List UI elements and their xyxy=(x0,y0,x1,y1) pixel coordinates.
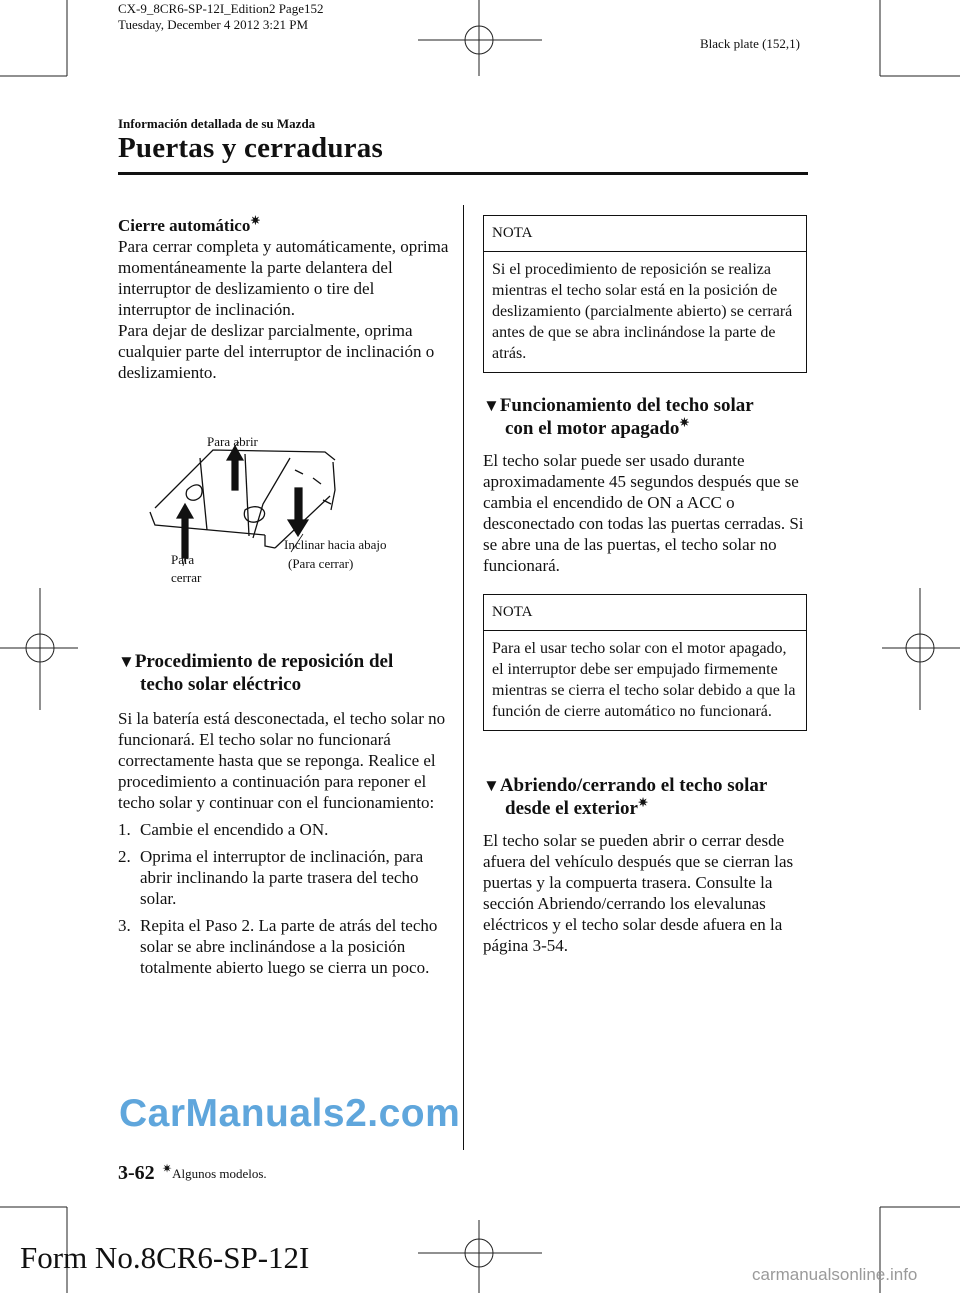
engine-off-title-line-2-wrap xyxy=(483,417,808,440)
outside-paragraph: El techo solar se pueden abrir o cerrar desde afuera del vehículo después que se cierran las puertas y la compuerta trasera. Consulte la sección Abriendo/cerrando los elevalunas eléctricos y el techo solar desde afuera en la página 3-54. xyxy=(483,831,794,955)
note-title: NOTA xyxy=(484,595,806,631)
triangle-bullet-icon: ▼ xyxy=(118,652,135,671)
auto-close-title: Cierre automático xyxy=(118,216,251,235)
label-para-cerrar-1: Para xyxy=(171,552,195,567)
triangle-bullet-icon: ▼ xyxy=(483,396,500,415)
note-body: Para el usar techo solar con el motor apagado, el interruptor debe ser empujado firmemente mientras se cierra el techo solar debido a que la función de cierre automático no funcionará. xyxy=(492,640,796,720)
footnote-text: Algunos modelos. xyxy=(172,1166,267,1181)
outside-title-line-2-wrap xyxy=(483,797,808,820)
label-para-abrir: Para abrir xyxy=(207,434,258,449)
note-body: Si el procedimiento de reposición se realiza mientras el techo solar está en la posición de deslizamiento (parcialmente abierto) se cerrará antes de que se abra inclinándose la parte de atrás. xyxy=(492,261,793,362)
reset-section xyxy=(118,650,450,978)
reset-title-line-1: Procedimiento de reposición del xyxy=(134,651,394,672)
left-column xyxy=(118,215,450,383)
list-item: 1. Cambie el encendido a ON. xyxy=(118,820,329,839)
footnote xyxy=(162,1161,267,1182)
section-label: Información detallada de su Mazda xyxy=(118,116,316,131)
page-number: 3-62 xyxy=(118,1162,155,1184)
column-divider xyxy=(463,205,464,1150)
list-item: 3. Repita el Paso 2. La parte de atrás del techo solar se abre inclinándose a la posición totalmente abierto luego se cierra un poco. xyxy=(118,916,438,977)
label-inclinar-1: Inclinar hacia abajo xyxy=(284,537,387,552)
steps-list xyxy=(118,819,450,978)
plate-label: Black plate (152,1) xyxy=(700,36,800,51)
star-icon: ✷ xyxy=(250,213,261,228)
engine-off-heading xyxy=(483,394,808,417)
print-date-line: Tuesday, December 4 2012 3:21 PM xyxy=(118,17,309,32)
reset-title-line-2: techo solar eléctrico xyxy=(140,674,302,695)
engine-off-section xyxy=(483,394,808,576)
outside-title-line-2: desde el exterior xyxy=(505,798,638,819)
watermark-carmanualsonline: carmanualsonline.info xyxy=(752,1265,918,1284)
label-inclinar-2: (Para cerrar) xyxy=(288,556,354,571)
auto-close-heading xyxy=(118,215,450,236)
engine-off-title-line-2: con el motor apagado xyxy=(505,418,680,439)
auto-close-paragraph-2: Para dejar de deslizar parcialmente, oprima cualquier parte del interruptor de inclinación o deslizamiento. xyxy=(118,321,435,382)
page-title: Puertas y cerraduras xyxy=(118,132,383,164)
auto-close-paragraph-1: Para cerrar completa y automáticamente, oprima momentáneamente la parte delantera del interruptor de deslizamiento o tire del interruptor de inclinación. xyxy=(118,237,449,319)
outside-heading xyxy=(483,774,808,797)
triangle-bullet-icon: ▼ xyxy=(483,776,500,795)
outside-title-line-1: Abriendo/cerrando el techo solar xyxy=(499,775,768,796)
star-icon: ✷ xyxy=(637,795,649,810)
list-item: 2. Oprima el interruptor de inclinación, para abrir inclinando la parte trasera del techo solar. xyxy=(118,847,424,908)
engine-off-title-line-1: Funcionamiento del techo solar xyxy=(499,395,754,416)
reset-paragraph: Si la batería está desconectada, el techo solar no funcionará. El techo solar no funcionará correctamente hasta que se reponga. Realice el procedimiento a continuación para reponer el techo solar y continuar con el funcionamiento: xyxy=(118,709,446,812)
print-job-line: CX-9_8CR6-SP-12I_Edition2 Page152 xyxy=(118,1,324,16)
star-icon: ✷ xyxy=(679,415,690,430)
note-title: NOTA xyxy=(484,216,806,252)
note-box-1 xyxy=(483,215,807,373)
star-icon: ✷ xyxy=(162,1161,173,1176)
engine-off-paragraph: El techo solar puede ser usado durante aproximadamente 45 segundos después que se cambia el encendido de ON a ACC o desconectado con todas las puertas cerradas. Si se abre una de las puertas, el techo solar no funcionará. xyxy=(483,451,804,575)
label-para-cerrar-2: cerrar xyxy=(171,570,202,585)
header-rule xyxy=(118,172,808,175)
note-box-2 xyxy=(483,594,807,731)
watermark-carmanuals2: CarManuals2.com xyxy=(119,1092,461,1135)
outside-section xyxy=(483,774,808,956)
reset-heading xyxy=(118,650,450,673)
form-number: Form No.8CR6-SP-12I xyxy=(20,1240,310,1275)
